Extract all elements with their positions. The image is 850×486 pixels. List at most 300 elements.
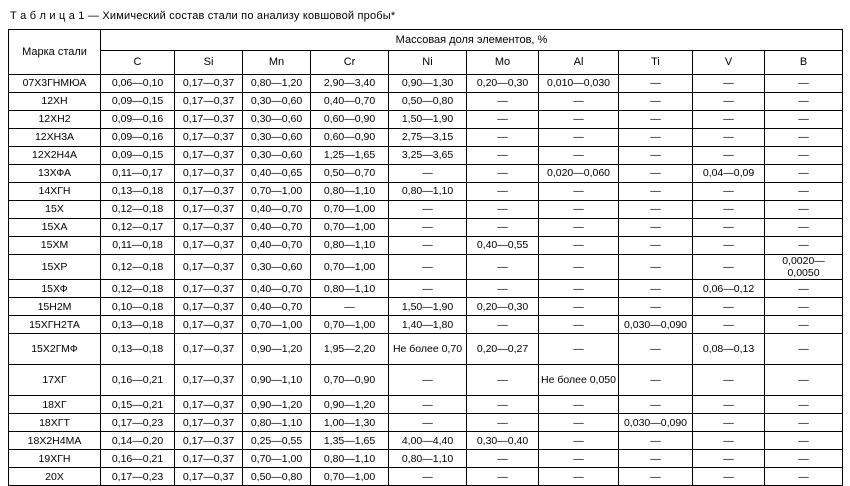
cell-steel-grade: 14ХГН	[9, 183, 101, 201]
cell-value-text: —	[798, 149, 809, 162]
cell-value-text: —	[573, 221, 584, 234]
cell-value	[389, 219, 467, 237]
cell-value	[765, 468, 843, 486]
cell-value-text: 0,80—1,10	[323, 239, 376, 252]
cell-value-text: 0,70—0,90	[323, 374, 376, 387]
cell-value-text: —	[573, 131, 584, 144]
cell-value	[101, 414, 175, 432]
cell-value-text: 0,10—0,18	[111, 300, 164, 313]
cell-value-text: —	[422, 282, 433, 295]
cell-value-text: 1,95—2,20	[323, 343, 376, 356]
cell-value-text: 0,09—0,15	[111, 149, 164, 162]
cell-value-text: —	[723, 95, 734, 108]
header-cell-element-cr: Cr	[311, 51, 389, 75]
cell-value	[175, 93, 243, 111]
cell-value	[101, 93, 175, 111]
cell-value	[101, 183, 175, 201]
cell-value-text: —	[798, 452, 809, 465]
cell-value	[693, 365, 765, 396]
cell-value	[467, 280, 539, 298]
cell-steel-grade: 15ХА	[9, 219, 101, 237]
cell-value-text: 0,11—0,17	[112, 167, 163, 180]
cell-steel-grade: 12Х2Н4А	[9, 147, 101, 165]
cell-value	[693, 280, 765, 298]
cell-value-text: 0,17—0,37	[182, 374, 235, 387]
cell-value-text: —	[650, 261, 661, 274]
cell-value-text: —	[723, 416, 734, 429]
cell-value	[175, 237, 243, 255]
cell-value-text: 0,17—0,37	[182, 416, 235, 429]
cell-value	[175, 468, 243, 486]
cell-value-text: —	[650, 470, 661, 483]
cell-value-text: 0,030—0,090	[623, 318, 688, 331]
cell-value-text: —	[798, 343, 809, 356]
cell-value	[467, 201, 539, 219]
cell-value-text: —	[497, 261, 508, 274]
cell-value-text: —	[573, 239, 584, 252]
cell-value	[311, 414, 389, 432]
cell-value-text: 0,17—0,37	[182, 470, 235, 483]
cell-value-text: —	[497, 318, 508, 331]
header-cell-element-ti: Ti	[619, 51, 693, 75]
cell-value	[243, 280, 311, 298]
cell-value-text: 0,11—0,18	[112, 239, 163, 252]
cell-value	[765, 414, 843, 432]
cell-value-text: —	[497, 282, 508, 295]
cell-value	[389, 147, 467, 165]
cell-value-text: 1,35—1,65	[323, 434, 376, 447]
cell-value	[619, 75, 693, 93]
cell-value-text: 0,12—0,18	[111, 282, 164, 295]
cell-value	[101, 255, 175, 280]
cell-value-text: 0,70—1,00	[323, 261, 376, 274]
cell-value-text: 0,17—0,23	[111, 470, 164, 483]
cell-value	[175, 147, 243, 165]
cell-value-text: —	[497, 149, 508, 162]
cell-value-text: 0,13—0,18	[111, 343, 164, 356]
cell-value-text: 0,020—0,060	[546, 167, 611, 180]
cell-value	[693, 396, 765, 414]
cell-value-text: 0,90—1,20	[323, 398, 376, 411]
table-row	[9, 468, 843, 486]
cell-value	[765, 129, 843, 147]
cell-steel-grade: 17ХГ	[9, 365, 101, 396]
cell-value-text: 0,80—1,10	[250, 416, 303, 429]
header-cell-element-c: C	[101, 51, 175, 75]
cell-value	[765, 237, 843, 255]
cell-value-text: 0,09—0,16	[111, 131, 164, 144]
cell-value-text: 0,80—1,10	[401, 185, 454, 198]
cell-value-text: 0,17—0,37	[182, 239, 235, 252]
cell-value-text: —	[798, 470, 809, 483]
cell-value-text: 0,80—1,10	[323, 452, 376, 465]
cell-value	[619, 365, 693, 396]
cell-value-text: 1,25—1,65	[323, 149, 376, 162]
cell-value	[693, 183, 765, 201]
cell-value-text: 3,25—3,65	[401, 149, 454, 162]
cell-value-text: 0,40—0,55	[476, 239, 529, 252]
cell-value-text: 0,50—0,80	[401, 95, 454, 108]
cell-value-text: —	[650, 185, 661, 198]
cell-value-text: —	[497, 95, 508, 108]
cell-steel-grade: 18ХГТ	[9, 414, 101, 432]
chemical-composition-table	[8, 29, 843, 486]
cell-value	[467, 298, 539, 316]
cell-value-text: —	[723, 374, 734, 387]
cell-value-text: —	[723, 434, 734, 447]
cell-value-text: 0,70—1,00	[323, 318, 376, 331]
cell-value-text: 0,80—1,10	[401, 452, 454, 465]
cell-value-text: —	[573, 185, 584, 198]
cell-value	[311, 129, 389, 147]
cell-value-text: —	[798, 113, 809, 126]
cell-value-text: —	[650, 434, 661, 447]
cell-value	[619, 147, 693, 165]
cell-value	[101, 316, 175, 334]
cell-value-text: 0,04—0,09	[702, 167, 755, 180]
cell-value	[389, 201, 467, 219]
header-cell-mass-fraction: Массовая доля элементов, %	[101, 30, 843, 51]
cell-value-text: —	[422, 221, 433, 234]
table-row	[9, 316, 843, 334]
cell-value	[693, 298, 765, 316]
cell-value	[539, 468, 619, 486]
header-cell-element-si: Si	[175, 51, 243, 75]
cell-value	[101, 365, 175, 396]
cell-value	[619, 219, 693, 237]
cell-value	[101, 298, 175, 316]
cell-value	[243, 201, 311, 219]
table-row	[9, 183, 843, 201]
header-cell-element-ni: Ni	[389, 51, 467, 75]
cell-value	[311, 365, 389, 396]
cell-value	[619, 468, 693, 486]
cell-value	[539, 201, 619, 219]
cell-value-text: —	[422, 203, 433, 216]
cell-value-text: 0,06—0,10	[111, 77, 164, 90]
cell-value	[619, 334, 693, 365]
cell-value-text: 0,70—1,00	[323, 470, 376, 483]
cell-value	[389, 129, 467, 147]
cell-value	[619, 432, 693, 450]
cell-value	[619, 298, 693, 316]
cell-value	[101, 432, 175, 450]
cell-value	[175, 255, 243, 280]
cell-value	[693, 334, 765, 365]
cell-value	[175, 219, 243, 237]
cell-value-text: —	[344, 300, 355, 313]
cell-value	[175, 414, 243, 432]
cell-value-text: 0,17—0,37	[182, 343, 235, 356]
cell-value-text: —	[723, 203, 734, 216]
cell-value-text: 0,17—0,37	[182, 149, 235, 162]
cell-value	[619, 129, 693, 147]
cell-value-text: 0,12—0,18	[111, 203, 164, 216]
cell-value	[539, 93, 619, 111]
cell-value-text: —	[798, 221, 809, 234]
cell-value-text: 0,80—1,10	[323, 185, 376, 198]
cell-value-text: 0,80—1,20	[250, 77, 303, 90]
cell-value-text: —	[723, 300, 734, 313]
cell-value	[101, 219, 175, 237]
cell-value	[467, 75, 539, 93]
cell-value-text: —	[650, 452, 661, 465]
cell-value	[765, 432, 843, 450]
cell-value-text: 0,30—0,60	[250, 261, 303, 274]
cell-value-text: 0,80—1,10	[323, 282, 376, 295]
cell-value-text: —	[723, 470, 734, 483]
cell-value	[693, 111, 765, 129]
cell-value-text: —	[573, 261, 584, 274]
table-row	[9, 219, 843, 237]
cell-value-text: 0,50—0,80	[250, 470, 303, 483]
cell-value-text: —	[650, 221, 661, 234]
cell-value-text: 2,75—3,15	[401, 131, 454, 144]
cell-value	[243, 147, 311, 165]
cell-value	[765, 75, 843, 93]
cell-value	[389, 237, 467, 255]
cell-value-text: 0,17—0,37	[182, 300, 235, 313]
cell-value-text: 0,30—0,60	[250, 149, 303, 162]
cell-value	[389, 432, 467, 450]
cell-value	[765, 396, 843, 414]
cell-value-text: 0,17—0,37	[182, 185, 235, 198]
cell-value	[467, 414, 539, 432]
cell-value	[311, 334, 389, 365]
cell-value-text: 0,17—0,37	[182, 113, 235, 126]
cell-value-text: —	[650, 95, 661, 108]
cell-value-text: 0,70—1,00	[323, 221, 376, 234]
cell-value	[101, 334, 175, 365]
cell-value-text: 0,16—0,21	[111, 374, 164, 387]
cell-value	[243, 414, 311, 432]
table-body	[9, 75, 843, 486]
cell-value-text: —	[798, 239, 809, 252]
cell-value	[175, 334, 243, 365]
cell-value	[175, 129, 243, 147]
cell-value-text: 1,50—1,90	[401, 113, 454, 126]
cell-value-text: 0,40—0,70	[250, 221, 303, 234]
cell-value-text: —	[497, 416, 508, 429]
cell-value	[467, 468, 539, 486]
cell-value	[311, 147, 389, 165]
cell-value	[539, 237, 619, 255]
cell-value	[389, 365, 467, 396]
cell-value	[619, 396, 693, 414]
cell-value	[765, 147, 843, 165]
table-row	[9, 298, 843, 316]
cell-value	[619, 201, 693, 219]
cell-value	[311, 432, 389, 450]
cell-value	[389, 93, 467, 111]
cell-value	[175, 280, 243, 298]
cell-value	[539, 147, 619, 165]
header-row-group	[9, 30, 843, 51]
table-row	[9, 93, 843, 111]
cell-value-text: —	[798, 282, 809, 295]
cell-value	[175, 165, 243, 183]
cell-value-text: 0,40—0,70	[250, 282, 303, 295]
cell-value	[693, 432, 765, 450]
cell-value-text: 0,09—0,15	[111, 95, 164, 108]
cell-value-text: —	[573, 113, 584, 126]
cell-value	[693, 316, 765, 334]
cell-value-text: 0,13—0,18	[111, 318, 164, 331]
cell-value-text: —	[573, 470, 584, 483]
header-cell-element-al: Al	[539, 51, 619, 75]
cell-value-text: —	[650, 239, 661, 252]
cell-value	[539, 255, 619, 280]
cell-value	[693, 75, 765, 93]
cell-value	[175, 75, 243, 93]
cell-value-text: —	[573, 398, 584, 411]
cell-value-text: —	[798, 203, 809, 216]
cell-value-text: —	[573, 203, 584, 216]
table-header	[9, 30, 843, 75]
cell-value	[311, 219, 389, 237]
cell-value-text: 0,17—0,23	[111, 416, 164, 429]
cell-value	[619, 316, 693, 334]
cell-value	[311, 316, 389, 334]
cell-value	[539, 219, 619, 237]
cell-value	[175, 111, 243, 129]
cell-value-text: —	[497, 374, 508, 387]
cell-value-text: —	[650, 149, 661, 162]
cell-value-text: 0,17—0,37	[182, 77, 235, 90]
cell-value-text: —	[422, 398, 433, 411]
cell-value	[693, 450, 765, 468]
cell-value-text: —	[650, 343, 661, 356]
cell-value	[101, 201, 175, 219]
cell-value	[101, 450, 175, 468]
cell-value-text: 0,17—0,37	[182, 434, 235, 447]
cell-value-text: 0,17—0,37	[182, 398, 235, 411]
cell-value-text: 0,70—1,00	[250, 318, 303, 331]
table-row	[9, 280, 843, 298]
cell-value-text: —	[422, 374, 433, 387]
cell-value-text: —	[573, 149, 584, 162]
cell-value-text: 0,12—0,17	[111, 221, 164, 234]
table-row	[9, 111, 843, 129]
cell-value-text: —	[798, 300, 809, 313]
cell-value	[243, 468, 311, 486]
cell-value-text: 0,17—0,37	[182, 452, 235, 465]
cell-value	[101, 111, 175, 129]
cell-value-text: —	[422, 239, 433, 252]
cell-value	[765, 183, 843, 201]
cell-value-text: —	[650, 77, 661, 90]
cell-steel-grade: 18Х2Н4МА	[9, 432, 101, 450]
table-row	[9, 147, 843, 165]
cell-steel-grade: 18ХГ	[9, 396, 101, 414]
cell-value-text: 0,40—0,70	[250, 300, 303, 313]
cell-value-text: —	[422, 167, 433, 180]
cell-value-text: 0,15—0,21	[111, 398, 164, 411]
cell-value-text: —	[573, 343, 584, 356]
cell-value-text: 0,17—0,37	[182, 95, 235, 108]
cell-value	[101, 468, 175, 486]
cell-value	[467, 165, 539, 183]
cell-value	[539, 450, 619, 468]
cell-value	[389, 280, 467, 298]
cell-value	[765, 111, 843, 129]
cell-value-text: —	[723, 77, 734, 90]
cell-value	[175, 201, 243, 219]
cell-value	[693, 255, 765, 280]
header-cell-element-v: V	[693, 51, 765, 75]
cell-value-text: —	[573, 434, 584, 447]
cell-value	[693, 147, 765, 165]
cell-value	[693, 414, 765, 432]
table-row	[9, 201, 843, 219]
cell-value	[389, 183, 467, 201]
cell-value-text: —	[422, 470, 433, 483]
cell-value-text: 0,60—0,90	[323, 131, 376, 144]
cell-value	[539, 414, 619, 432]
cell-value	[311, 396, 389, 414]
cell-value	[693, 237, 765, 255]
cell-steel-grade: 20Х	[9, 468, 101, 486]
cell-steel-grade: 15Х	[9, 201, 101, 219]
cell-value-text: —	[422, 261, 433, 274]
cell-value	[765, 298, 843, 316]
cell-steel-grade: 13ХФА	[9, 165, 101, 183]
cell-value-text: 0,20—0,30	[476, 77, 529, 90]
cell-value	[765, 255, 843, 280]
cell-value-text: 0,70—1,00	[250, 185, 303, 198]
cell-value-text: Не более 0,70	[392, 343, 463, 356]
cell-value	[243, 432, 311, 450]
cell-value-text: 0,90—1,10	[250, 374, 303, 387]
cell-steel-grade: 12ХН2	[9, 111, 101, 129]
cell-value	[243, 183, 311, 201]
cell-value-text: —	[723, 221, 734, 234]
cell-value-text: —	[573, 416, 584, 429]
cell-value	[175, 432, 243, 450]
cell-value	[539, 432, 619, 450]
cell-value	[539, 165, 619, 183]
cell-value	[467, 237, 539, 255]
cell-value-text: 0,30—0,60	[250, 131, 303, 144]
cell-value-text: 0,20—0,30	[476, 300, 529, 313]
cell-value	[539, 280, 619, 298]
cell-steel-grade: 15Н2М	[9, 298, 101, 316]
cell-value	[693, 468, 765, 486]
cell-value-text: —	[497, 167, 508, 180]
cell-value-text: 0,30—0,60	[250, 113, 303, 126]
cell-value	[539, 75, 619, 93]
cell-value	[619, 93, 693, 111]
cell-value	[311, 255, 389, 280]
cell-value-text: 0,09—0,16	[111, 113, 164, 126]
cell-value-text: 0,17—0,37	[182, 282, 235, 295]
cell-value	[765, 334, 843, 365]
cell-value	[243, 219, 311, 237]
cell-value	[101, 75, 175, 93]
cell-value	[539, 111, 619, 129]
cell-value	[243, 365, 311, 396]
cell-value	[467, 255, 539, 280]
cell-value-text: —	[723, 318, 734, 331]
cell-value-text: —	[723, 131, 734, 144]
cell-steel-grade: 12ХН	[9, 93, 101, 111]
cell-value-text: —	[650, 131, 661, 144]
cell-value	[243, 255, 311, 280]
cell-value	[765, 93, 843, 111]
cell-value	[765, 365, 843, 396]
cell-value	[101, 396, 175, 414]
cell-value	[693, 201, 765, 219]
